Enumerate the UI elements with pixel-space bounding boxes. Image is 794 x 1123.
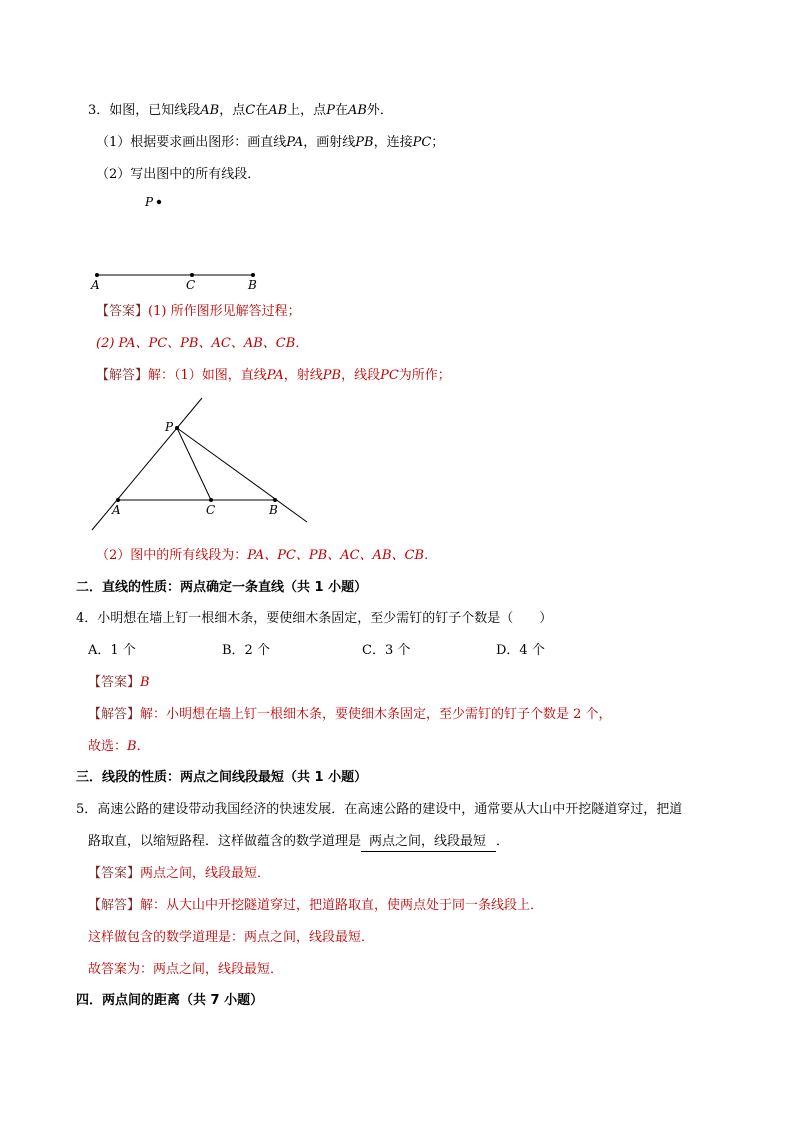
q4-answer: 【答案】B	[88, 675, 150, 690]
fig2-label-b: B	[269, 503, 278, 517]
fig2-point-b	[273, 498, 277, 502]
fig2-label-a: A	[112, 503, 121, 517]
fig2-ray-pb	[177, 428, 307, 522]
q3-solution-line2: （2）图中的所有线段为：PA、PC、PB、AC、AB、CB．	[96, 548, 437, 563]
section-3-title: 三．线段的性质：两点之间线段最短（共 1 小题）	[76, 770, 368, 785]
fig1-label-b: B	[248, 278, 257, 292]
q4-option-c: C．3 个	[362, 643, 411, 658]
section-2-title: 二．直线的性质：两点确定一条直线（共 1 小题）	[76, 580, 368, 595]
q3-part2: （2）写出图中的所有线段．	[96, 167, 261, 182]
q4-stem: 4．小明想在墙上钉一根细木条，要使细木条固定，至少需钉的钉子个数是（ ）	[76, 611, 553, 626]
q5-explain: 这样做包含的数学道理是：两点之间，线段最短．	[88, 930, 375, 945]
fig2-label-c: C	[206, 503, 216, 517]
q4-option-a: A．1 个	[88, 643, 136, 658]
q3-answer-line1: 【答案】(1) 所作图形见解答过程；	[96, 304, 301, 319]
q3-answer-line2: (2) PA、PC、PB、AC、AB、CB．	[96, 336, 309, 351]
fig1-label-c: C	[186, 278, 196, 292]
q5-answer: 【答案】两点之间，线段最短．	[88, 866, 271, 881]
fig2-point-p	[175, 426, 179, 430]
q4-choice: 故选：B．	[88, 739, 150, 754]
q3-stem: 3．如图，已知线段AB，点C在AB上，点P在AB外．	[88, 103, 393, 118]
q4-option-b: B．2 个	[222, 643, 270, 658]
q3-figure-solution	[0, 0, 794, 540]
fig2-point-a	[116, 498, 120, 502]
q5-answer-blank: 两点之间，线段最短	[361, 833, 496, 852]
fig2-label-p: P	[165, 420, 174, 434]
q4-solution: 【解答】解：小明想在墙上钉一根细木条，要使细木条固定，至少需钉的钉子个数是 2 个，	[88, 707, 612, 722]
q5-stem-line1: 5．高速公路的建设带动我国经济的快速发展．在高速公路的建设中，通常要从大山中开挖隧道穿过，把道	[76, 802, 683, 817]
q5-conclusion: 故答案为：两点之间，线段最短．	[88, 962, 284, 977]
fig1-label-a: A	[91, 278, 100, 292]
q3-part1: （1）根据要求画出图形：画直线PA，画射线PB，连接PC；	[96, 135, 445, 150]
fig2-line-pa	[92, 398, 202, 530]
section-4-title: 四．两点间的距离（共 7 小题）	[76, 993, 264, 1008]
q5-solution: 【解答】解：从大山中开挖隧道穿过，把道路取直，使两点处于同一条线段上．	[88, 898, 544, 913]
q4-option-d: D．4 个	[496, 643, 545, 658]
fig1-label-p: P	[145, 195, 154, 209]
fig2-segment-pc	[177, 428, 211, 500]
fig2-point-c	[209, 498, 213, 502]
q5-stem-line2: 路取直，以缩短路程．这样做蕴含的数学道理是 两点之间，线段最短 ．	[88, 833, 509, 852]
q3-solution-line1: 【解答】解：（1）如图，直线PA，射线PB，线段PC为所作；	[96, 368, 451, 383]
